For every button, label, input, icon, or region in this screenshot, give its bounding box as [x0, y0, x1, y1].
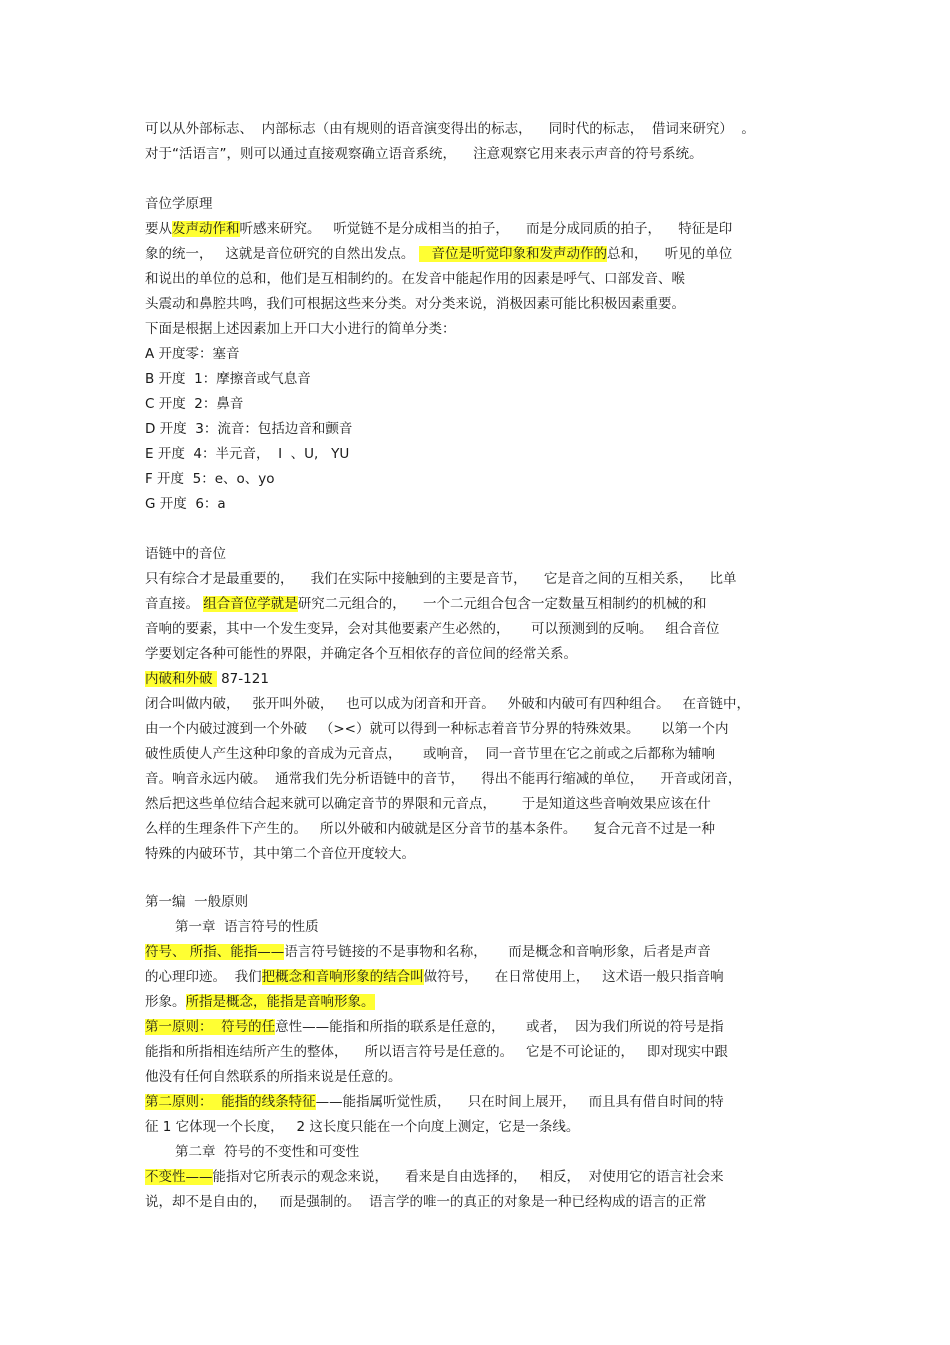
text-line: 第二原则： 能指的线条特征——能指属听觉性质， 只在时间上展开， 而且具有借自时间的特 [145, 1094, 724, 1110]
text-line: 要从发声动作和听感来研究。 听觉链不是分成相当的拍子， 而是分成同质的拍子， 特征是印 [145, 221, 733, 237]
text-line: 头震动和鼻腔共鸣，我们可根据这些来分类。对分类来说，消极因素可能比积极因素重要。 [145, 296, 685, 312]
text-line: 第一编 一般原则 [145, 894, 249, 910]
highlight: 不变性—— [145, 1169, 213, 1185]
text-line: E 开度 4：半元音， I 、U, YU [145, 446, 350, 462]
text-line: 说，却不是自由的， 而是强制的。 语言学的唯一的真正的对象是一种已经构成的语言的正常 [145, 1194, 707, 1210]
highlight: 内破和外破 [145, 671, 217, 687]
highlight: 第一原则： 符号的任 [145, 1019, 276, 1035]
text-line: D 开度 3：流音：包括边音和颤音 [145, 421, 353, 437]
text-line: 内破和外破 87-121 [145, 671, 269, 687]
text-line: 音响的要素，其中一个发生变异，会对其他要素产生必然的， 可以预测到的反响。 组合音位 [145, 621, 720, 637]
text-line: B 开度 1：摩擦音或气息音 [145, 371, 311, 387]
text-line: G 开度 6：a [145, 496, 226, 512]
highlight: 第二原则： 能指的线条特征 [145, 1094, 316, 1110]
text-line: 的心理印迹。 我们把概念和音响形象的结合叫做符号， 在日常使用上， 这术语一般只指音响 [145, 969, 724, 985]
text-line: 不变性——能指对它所表示的观念来说， 看来是自由选择的， 相反， 对使用它的语言社会来 [145, 1169, 724, 1185]
text-line: 然后把这些单位结合起来就可以确定音节的界限和元音点， 于是知道这些音响效果应该在什 [145, 796, 711, 812]
text-line: 破性质使人产生这种印象的音成为元音点， 或响音， 同一音节里在它之前或之后都称为辅响 [145, 746, 716, 762]
text-line: 第二章 符号的不变性和可变性 [175, 1144, 360, 1160]
text-line: 象的统一， 这就是音位研究的自然出发点。 音位是听觉印象和发声动作的总和， 听见的单位 [145, 246, 733, 262]
text-line: 么样的生理条件下产生的。 所以外破和内破就是区分音节的基本条件。 复合元音不过是一种 [145, 821, 716, 837]
text-line: 学要划定各种可能性的界限，并确定各个互相依存的音位间的经常关系。 [145, 646, 577, 662]
text-line: C 开度 2：鼻音 [145, 396, 244, 412]
text-line: 只有综合才是最重要的， 我们在实际中接触到的主要是音节， 它是音之间的互相关系， 比单 [145, 571, 737, 587]
text-line: 他没有任何自然联系的所指来说是任意的。 [145, 1069, 402, 1085]
highlight: 把概念和音响形象的结合叫 [261, 969, 424, 985]
text-line: 能指和所指相连结所产生的整体， 所以语言符号是任意的。 它是不可论证的， 即对现实中跟 [145, 1044, 728, 1060]
highlight: 所指是概念，能指是音响形象。 [185, 994, 375, 1010]
text-line: A 开度零：塞音 [145, 346, 240, 362]
text-line: 音。响音永远内破。 通常我们先分析语链中的音节， 得出不能再行缩减的单位， 开音或闭音， [145, 771, 742, 787]
text-line: 下面是根据上述因素加上开口大小进行的简单分类： [145, 321, 456, 337]
text-line: F 开度 5：e、o、yo [145, 471, 275, 487]
highlight: 发声动作和 [172, 221, 240, 237]
highlight: 组合音位学就是 [203, 596, 298, 612]
text-line: 对于“活语言”，则可以通过直接观察确立语音系统， 注意观察它用来表示声音的符号系统。 [145, 146, 703, 162]
text-line: 闭合叫做内破， 张开叫外破， 也可以成为闭音和开音。 外破和内破可有四种组合。 在音链中， [145, 696, 750, 712]
highlight: 符号、 所指、能指—— [145, 944, 285, 960]
text-line: 语链中的音位 [145, 546, 226, 562]
text-line: 形象。所指是概念，能指是音响形象。 [145, 994, 375, 1010]
text-line: 可以从外部标志、 内部标志（由有规则的语音演变得出的标志， 同时代的标志， 借词来研究） 。 [145, 121, 755, 137]
text-line: 征 1 它体现一个长度， 2 这长度只能在一个向度上测定，它是一条线。 [145, 1119, 580, 1135]
text-line: 由一个内破过渡到一个外破 （><）就可以得到一种标志着音节分界的特殊效果。 以第一个内 [145, 721, 729, 737]
text-line: 第一原则： 符号的任意性——能指和所指的联系是任意的， 或者， 因为我们所说的符号是指 [145, 1019, 724, 1035]
text-line: 第一章 语言符号的性质 [175, 919, 319, 935]
highlight: 音位是听觉印象和发声动作的 [418, 246, 608, 262]
text-line: 音直接。 组合音位学就是研究二元组合的， 一个二元组合包含一定数量互相制约的机械的和 [145, 596, 707, 612]
text-line: 和说出的单位的总和，他们是互相制约的。在发音中能起作用的因素是呼气、口部发音、喉 [145, 271, 685, 287]
text-line: 符号、 所指、能指——语言符号链接的不是事物和名称， 而是概念和音响形象，后者是声音 [145, 944, 711, 960]
text-line: 音位学原理 [145, 196, 213, 212]
text-line: 特殊的内破环节，其中第二个音位开度较大。 [145, 846, 415, 862]
